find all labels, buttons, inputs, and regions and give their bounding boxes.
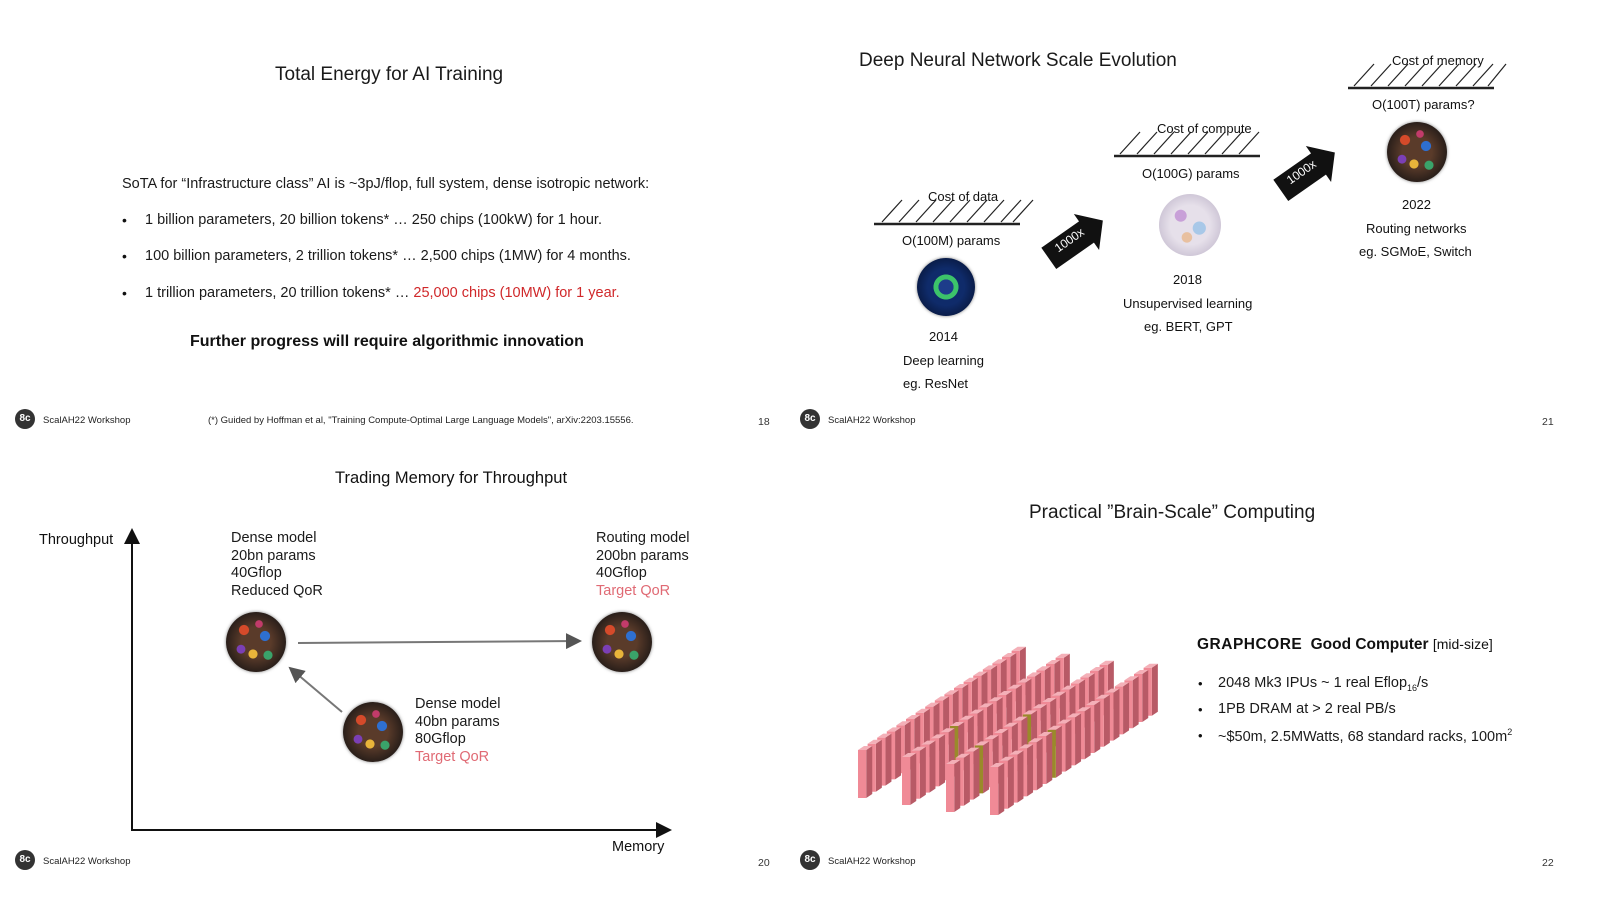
bullet-dot: • [122, 248, 127, 264]
product-name: Good Computer [1310, 636, 1429, 653]
dense40-line: Dense model [415, 696, 501, 712]
slide-20 [0, 450, 800, 900]
arrow-dense40-to-dense20 [290, 668, 342, 712]
kind-label: Routing networks [1366, 221, 1467, 236]
wall-hatch [899, 200, 919, 222]
wall-hatch [1354, 64, 1374, 86]
year-label: 2018 [1173, 272, 1202, 287]
slide-18 [0, 0, 800, 450]
kind-label: Unsupervised learning [1123, 296, 1253, 311]
slide-title: Trading Memory for Throughput [335, 469, 568, 487]
wall-label: Cost of data [928, 189, 999, 204]
routing-qor: Target QoR [596, 582, 671, 599]
page-number: 20 [758, 857, 770, 869]
bullet-ipus-text: 2048 Mk3 IPUs ~ 1 real Eflop [1218, 675, 1408, 691]
dense20-image [226, 612, 286, 672]
routing-line: Routing model [596, 530, 690, 546]
dense40-line: 80Gflop [415, 731, 466, 747]
year-label: 2022 [1402, 197, 1431, 212]
dense40-line: 40bn params [415, 713, 500, 730]
slide-22 [800, 450, 1600, 900]
rack-unit [902, 753, 916, 805]
graphcore-logo-icon: 8c [15, 850, 35, 870]
footer-label: ScalAH22 Workshop [43, 415, 131, 426]
citation: (*) Guided by Hoffman et al, "Training Compute-Optimal Large Language Models", arXiv:2203.15556. [208, 415, 634, 426]
arrow-dense20-to-routing [298, 641, 580, 643]
bullet-ipus-suffix: /s [1417, 675, 1429, 691]
product-size: [mid-size] [1432, 636, 1493, 652]
page-number: 21 [1542, 416, 1554, 428]
slide-title: Deep Neural Network Scale Evolution [859, 50, 1177, 71]
kind-label: Deep learning [903, 353, 984, 368]
page-number: 22 [1542, 857, 1554, 869]
rack-unit [990, 763, 1004, 815]
year-label: 2014 [929, 329, 958, 344]
bullet-dram: 1PB DRAM at > 2 real PB/s [1218, 701, 1396, 717]
dense20-line: 20bn params [231, 547, 316, 564]
dense20-line: Reduced QoR [231, 582, 323, 599]
bullet-2: 100 billion parameters, 2 trillion tokens* … 2,500 chips (1MW) for 4 months. [145, 248, 631, 264]
dense20-line: 40Gflop [231, 565, 282, 581]
footer-label: ScalAH22 Workshop [828, 856, 916, 867]
footer-label: ScalAH22 Workshop [828, 415, 916, 426]
graphcore-logo-icon: 8c [800, 850, 820, 870]
example-label: eg. ResNet [903, 376, 969, 391]
x-axis-label: Memory [612, 839, 665, 855]
tradeoff-diagram [0, 450, 800, 900]
routing-label [596, 530, 690, 600]
dense40-label [415, 696, 500, 766]
bullet-cost-text: ~$50m, 2.5MWatts, 68 standard racks, 100m [1218, 728, 1508, 745]
dense40-qor: Target QoR [415, 748, 490, 765]
wall-label: Cost of compute [1157, 121, 1252, 136]
params-label: O(100G) params [1142, 166, 1240, 181]
rack-unit [858, 746, 872, 798]
bullet-dot: • [122, 212, 127, 228]
bullet-dot: • [1198, 676, 1203, 691]
example-label: eg. SGMoE, Switch [1359, 244, 1472, 259]
params-label: O(100M) params [902, 233, 1001, 248]
graphcore-logo-icon: 8c [800, 409, 820, 429]
rack-rows-illustration [800, 450, 1600, 900]
resnet-image [917, 258, 975, 316]
bullet-3 [145, 285, 620, 301]
slide-title: Practical ”Brain-Scale” Computing [1029, 502, 1316, 523]
wall-hatch [1120, 132, 1140, 154]
wall-hatch [1013, 200, 1033, 222]
graphcore-logo-icon: 8c [15, 409, 35, 429]
bullet-3-highlight: 25,000 chips (10MW) for 1 year. [413, 285, 620, 301]
routing-image [592, 612, 652, 672]
bullet-dot: • [1198, 702, 1203, 717]
params-label: O(100T) params? [1372, 97, 1475, 112]
routing-network-image [1387, 122, 1447, 182]
y-axis-label: Throughput [39, 532, 114, 548]
dense20-line: Dense model [231, 530, 317, 546]
slide-title: Total Energy for AI Training [275, 64, 504, 85]
routing-line: 200bn params [596, 547, 689, 564]
bullet-ipus-sub: 16 [1407, 682, 1418, 693]
wall-label: Cost of memory [1392, 53, 1484, 68]
conclusion: Further progress will require algorithmic innovation [190, 333, 584, 350]
wall-hatch [882, 200, 902, 222]
wall-hatch [1001, 200, 1021, 222]
intro-text: SoTA for “Infrastructure class” AI is ~3pJ/flop, full system, dense isotropic network: [122, 176, 650, 192]
arrow-label: 1000x [1051, 224, 1087, 256]
bullet-3-text: 1 trillion parameters, 20 trillion tokens* … [145, 285, 414, 301]
wall-hatch [1371, 64, 1391, 86]
bert-image [1159, 194, 1221, 256]
wall-hatch [1137, 132, 1157, 154]
bullet-1: 1 billion parameters, 20 billion tokens* … 250 chips (100kW) for 1 hour. [145, 212, 602, 228]
footer-label: ScalAH22 Workshop [43, 856, 131, 867]
rack-unit [946, 760, 960, 812]
product-heading [1197, 636, 1493, 654]
bullet-ipus [1218, 675, 1428, 693]
bullet-cost [1218, 727, 1512, 745]
arrow-label: 1000x [1283, 156, 1319, 188]
dense20-label [231, 530, 323, 600]
dense40-image [343, 702, 403, 762]
example-label: eg. BERT, GPT [1144, 319, 1233, 334]
slide-21 [800, 0, 1600, 450]
bullet-cost-sup: 2 [1507, 727, 1513, 737]
bullet-dot: • [122, 285, 127, 301]
routing-line: 40Gflop [596, 565, 647, 581]
page-number: 18 [758, 416, 770, 428]
graphcore-brand: GRAPHCORE [1197, 636, 1303, 653]
bullet-dot: • [1198, 728, 1203, 743]
